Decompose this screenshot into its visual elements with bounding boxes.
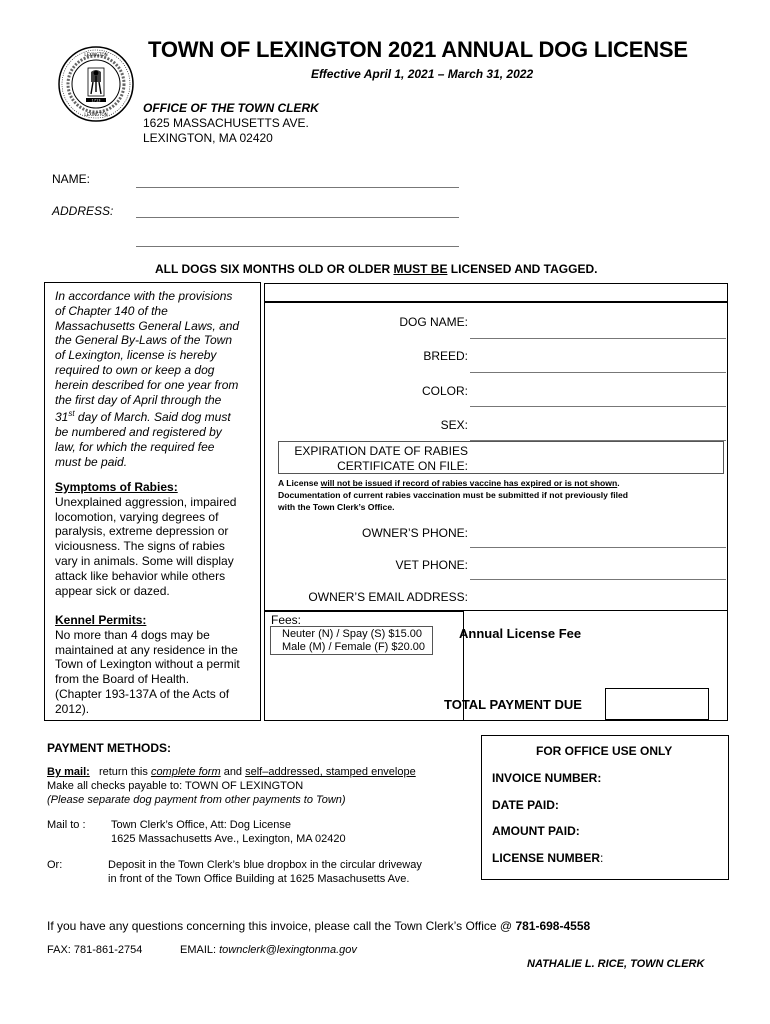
rabies-heading: Symptoms of Rabies: — [55, 480, 178, 494]
seal-top-text: LEXINGTON — [84, 52, 108, 57]
kennel-line: 2012). — [55, 701, 90, 716]
questions-text: If you have any questions concerning this invoice, please call the Town Clerk’s Office @ — [47, 919, 516, 933]
notice-text-post: LICENSED AND TAGGED. — [447, 262, 598, 276]
provisions-line: the General By-Laws of the Town — [55, 333, 232, 348]
notice-emphasis: MUST BE — [393, 262, 448, 276]
provisions-text — [55, 289, 239, 470]
provisions-day: 31 — [55, 410, 69, 425]
license-number-label — [492, 851, 603, 865]
licensing-notice — [155, 262, 597, 276]
vet-phone-label: VET PHONE: — [395, 558, 468, 572]
breed-label: BREED: — [423, 349, 468, 363]
provisions-line — [55, 407, 239, 425]
provisions-line: herein described for one year from — [55, 377, 239, 392]
seal-bottom-text: LEXINGTON — [84, 112, 108, 117]
email-address[interactable]: townclerk@lexingtonma.gov — [219, 944, 357, 956]
rabies-section — [55, 480, 236, 598]
provisions-line: of Chapter 140 of the — [55, 303, 168, 318]
office-name: OFFICE OF THE TOWN CLERK — [143, 101, 319, 115]
rabies-line: locomotion, varying degrees of — [55, 509, 219, 524]
note-pre: A License — [278, 478, 321, 488]
complete-form-text: complete form — [150, 766, 221, 778]
office-address-line2: LEXINGTON, MA 02420 — [143, 131, 273, 145]
license-number-colon: : — [600, 851, 604, 865]
fax-number: FAX: 781-861-2754 — [47, 944, 143, 956]
kennel-line: No more than 4 dogs may be — [55, 627, 210, 642]
rabies-line: attack like behavior while others — [55, 568, 226, 583]
kennel-line: from the Board of Health. — [55, 672, 190, 687]
note-emphasis: will not be issued if record of rabies vaccine has expired or is not shown — [320, 478, 618, 488]
checks-payable: Make all checks payable to: TOWN OF LEXINGTON — [47, 780, 304, 792]
office-use-heading: FOR OFFICE USE ONLY — [536, 744, 673, 758]
contact-line — [47, 919, 590, 933]
kennel-line: maintained at any residence in the — [55, 642, 238, 657]
owner-address-field-1[interactable] — [136, 217, 459, 218]
fee-male-female: Male (M) / Female (F) $20.00 — [282, 641, 426, 653]
dropbox-line-2: in front of the Town Office Building at 1625 Masachusetts Ave. — [108, 873, 410, 885]
note-post: . — [617, 478, 620, 488]
kennel-line: (Chapter 193-137A of the Acts of — [55, 686, 230, 701]
kennel-section — [55, 613, 240, 717]
dog-name-field[interactable] — [470, 338, 726, 339]
note-line-1 — [278, 477, 723, 489]
payment-methods-heading: PAYMENT METHODS: — [47, 741, 172, 755]
color-field[interactable] — [470, 406, 726, 407]
rabies-line: appear sick or dazed. — [55, 583, 170, 598]
rabies-line: vary in animals. Some will display — [55, 553, 234, 568]
provisions-line: of Lexington, license is hereby — [55, 348, 217, 363]
town-seal — [58, 46, 134, 122]
seal-year: 1713 — [91, 98, 101, 103]
total-payment-label: TOTAL PAYMENT DUE — [444, 697, 582, 712]
note-line-3: with the Town Clerk’s Office. — [278, 502, 395, 512]
dropbox-line-1: Deposit in the Town Clerk’s blue dropbox in the circular driveway — [108, 859, 422, 871]
page-title: TOWN OF LEXINGTON 2021 ANNUAL DOG LICENSE — [148, 37, 688, 62]
clerk-phone: 781-698-4558 — [515, 919, 591, 933]
kennel-heading: Kennel Permits: — [55, 613, 147, 627]
provisions-line: the first day of April through the — [55, 392, 222, 407]
mail-to-line-2: 1625 Massachusetts Ave., Lexington, MA 02420 — [111, 833, 346, 845]
rabies-line: paralysis, extreme depression or — [55, 524, 229, 539]
effective-dates: Effective April 1, 2021 – March 31, 2022 — [311, 67, 534, 81]
provisions-line: must be paid. — [55, 454, 128, 469]
rabies-line: Unexplained aggression, impaired — [55, 494, 237, 509]
town-clerk-signature: NATHALIE L. RICE, TOWN CLERK — [527, 958, 705, 970]
dog-info-header-strip — [264, 283, 728, 303]
annual-license-fee-label: Annual License Fee — [459, 626, 582, 641]
mail-to-line-1: Town Clerk’s Office, Att: Dog License — [111, 819, 291, 831]
owner-address-label: ADDRESS: — [52, 204, 114, 218]
mail-instructions — [47, 766, 416, 778]
separate-payment-note: (Please separate dog payment from other payments to Town) — [47, 794, 346, 806]
mail-label: By mail: — [47, 766, 90, 778]
date-paid-label: DATE PAID: — [492, 798, 559, 812]
email-label: EMAIL: — [180, 944, 220, 956]
vet-phone-field[interactable] — [470, 579, 726, 580]
breed-field[interactable] — [470, 372, 726, 373]
license-number-text: LICENSE NUMBER — [492, 851, 601, 865]
note-line-2: Documentation of current rabies vaccination must be submitted if not previously filed — [278, 490, 629, 500]
rabies-line: viciousness. The signs of rabies — [55, 539, 225, 554]
provisions-ordinal: st — [68, 409, 75, 419]
mail-text: return this — [89, 766, 151, 778]
provisions-line: be numbered and registered by — [55, 425, 222, 440]
amount-paid-label: AMOUNT PAID: — [492, 824, 580, 838]
owner-phone-field[interactable] — [470, 547, 726, 548]
rabies-expiration-label-1: EXPIRATION DATE OF RABIES — [294, 444, 468, 458]
sex-label: SEX: — [440, 418, 468, 432]
fee-neuter-spay: Neuter (N) / Spay (S) $15.00 — [282, 628, 423, 640]
email-contact — [180, 944, 357, 956]
rabies-requirement-note — [278, 477, 723, 513]
color-label: COLOR: — [421, 384, 468, 398]
dog-name-label: DOG NAME: — [399, 315, 468, 329]
provisions-line: required to own or keep a dog — [55, 362, 215, 377]
kennel-line: Town of Lexington without a permit — [55, 657, 240, 672]
notice-text-pre: ALL DOGS SIX MONTHS OLD OR OLDER — [155, 262, 394, 276]
rabies-expiration-label-2: CERTIFICATE ON FILE: — [337, 459, 468, 473]
owner-email-label: OWNER’S EMAIL ADDRESS: — [308, 590, 468, 604]
mail-text-and: and — [220, 766, 246, 778]
office-address-line1: 1625 MASSACHUSETTS AVE. — [143, 116, 309, 130]
total-payment-field[interactable] — [605, 688, 709, 720]
owner-name-label: NAME: — [52, 172, 91, 186]
provisions-rest: day of March. Said dog must — [74, 410, 231, 425]
invoice-number-label: INVOICE NUMBER: — [492, 771, 602, 785]
mail-to-label: Mail to : — [47, 819, 86, 831]
owner-address-field-2[interactable] — [136, 246, 459, 247]
office-use-box — [481, 735, 729, 880]
provisions-line: In accordance with the provisions — [55, 289, 233, 303]
or-label: Or: — [47, 859, 63, 871]
owner-name-field[interactable] — [136, 187, 459, 188]
fees-label: Fees: — [271, 613, 302, 627]
info-panel — [44, 282, 261, 721]
provisions-line: Massachusetts General Laws, and — [55, 318, 240, 333]
owner-phone-label: OWNER’S PHONE: — [361, 526, 468, 540]
envelope-text: self–addressed, stamped envelope — [245, 766, 416, 778]
provisions-line: law, for which the required fee — [55, 439, 215, 454]
